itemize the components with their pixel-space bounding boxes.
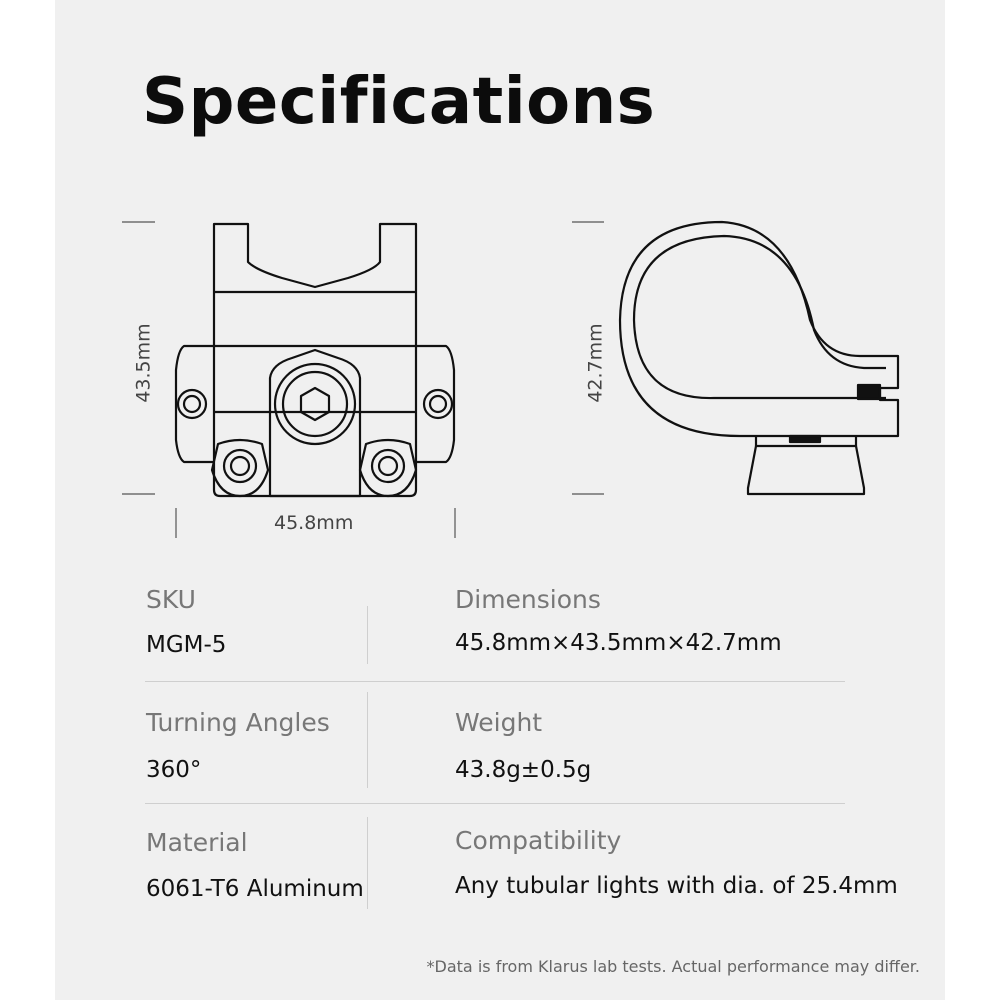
front-width-label: 45.8mm bbox=[274, 512, 354, 534]
compatibility-label: Compatibility bbox=[455, 826, 622, 855]
material-label: Material bbox=[146, 828, 248, 857]
dimensions-label: Dimensions bbox=[455, 585, 601, 614]
footnote: *Data is from Klarus lab tests. Actual performance may differ. bbox=[426, 957, 920, 976]
column-divider bbox=[367, 606, 368, 664]
page-title: Specifications bbox=[142, 65, 656, 139]
row-divider bbox=[145, 681, 845, 682]
weight-label: Weight bbox=[455, 708, 543, 737]
sku-value: MGM-5 bbox=[146, 632, 227, 658]
compatibility-value: Any tubular lights with dia. of 25.4mm bbox=[455, 873, 898, 899]
weight-value: 43.8g±0.5g bbox=[455, 757, 592, 783]
dimensions-value: 45.8mm×43.5mm×42.7mm bbox=[455, 630, 782, 656]
turning-angles-value: 360° bbox=[146, 757, 202, 783]
side-height-label: 42.7mm bbox=[584, 323, 607, 403]
turning-angles-label: Turning Angles bbox=[146, 708, 330, 737]
row-divider bbox=[145, 803, 845, 804]
side-view-drawing bbox=[620, 222, 898, 494]
front-height-label: 43.5mm bbox=[132, 323, 155, 403]
column-divider bbox=[367, 692, 368, 788]
sku-label: SKU bbox=[146, 585, 196, 614]
front-view-drawing bbox=[176, 224, 454, 496]
column-divider bbox=[367, 817, 368, 909]
material-value: 6061-T6 Aluminum bbox=[146, 876, 364, 902]
